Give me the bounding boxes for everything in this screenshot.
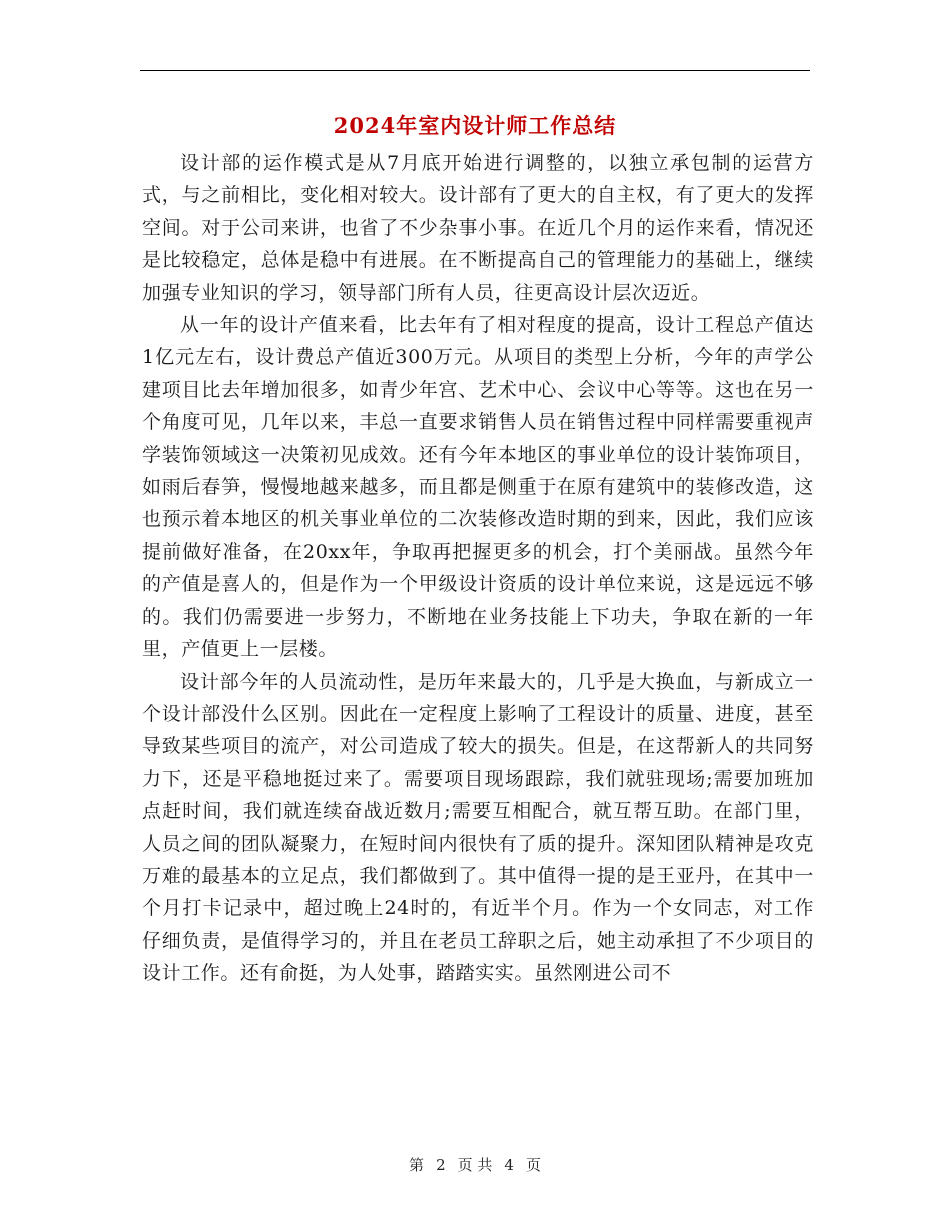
document-body [142, 147, 814, 990]
footer-mid: 页 共 [457, 1156, 493, 1174]
paragraph-3: 设计部今年的人员流动性，是历年来最大的，几乎是大换血，与新成立一个设计部没什么区别。因此在一定程度上影响了工程设计的质量、进度，甚至导致某些项目的流产，对公司造成了较大的损失。但是，在这帮新人的共同努力下，还是平稳地挺过来了。需要项目现场跟踪，我们就驻现场;需要加班加点赶时间，我们就连续奋战近数月;需要互相配合，就互帮互助。在部门里，人员之间的团队凝聚力，在短时间内很快有了质的提升。深知团队精神是攻克万难的最基本的立足点，我们都做到了。其中值得一提的是王亚丹，在其中一个月打卡记录中，超过晚上24时的，有近半个月。作为一个女同志，对工作仔细负责，是值得学习的，并且在老员工辞职之后，她主动承担了不少项目的设计工作。还有俞挺，为人处事，踏踏实实。虽然刚进公司不 [142, 670, 814, 985]
paragraph-1: 设计部的运作模式是从7月底开始进行调整的，以独立承包制的运营方式，与之前相比，变化相对较大。设计部有了更大的自主权，有了更大的发挥空间。对于公司来讲，也省了不少杂事小事。在近几个月的运作来看，情况还是比较稳定，总体是稳中有进展。在不断提高自己的管理能力的基础上，继续加强专业知识的学习，领导部门所有人员，往更高设计层次迈近。 [142, 152, 814, 304]
document-title: 2024年室内设计师工作总结 [333, 113, 617, 138]
header-rule [140, 70, 810, 71]
footer-prefix: 第 [409, 1156, 425, 1174]
paragraph-2: 从一年的设计产值来看，比去年有了相对程度的提高，设计工程总产值达1亿元左右，设计费总产值近300万元。从项目的类型上分析，今年的声学公建项目比去年增加很多，如青少年宫、艺术中心、会议中心等等。这也在另一个角度可见，几年以来，丰总一直要求销售人员在销售过程中同样需要重视声学装饰领域这一决策初见成效。还有今年本地区的事业单位的设计装饰项目，如雨后春笋，慢慢地越来越多，而且都是侧重于在原有建筑中的装修改造，这也预示着本地区的机关事业单位的二次装修改造时期的到来，因此，我们应该提前做好准备，在20xx年，争取再把握更多的机会，打个美丽战。虽然今年的产值是喜人的，但是作为一个甲级设计资质的设计单位来说，这是远远不够的。我们仍需要进一步努力，不断地在业务技能上下功夫，争取在新的一年里，产值更上一层楼。 [142, 314, 814, 661]
page-footer [0, 1154, 950, 1175]
footer-suffix: 页 [525, 1156, 541, 1174]
page-number: 2 [436, 1156, 446, 1174]
page-total: 4 [504, 1156, 514, 1174]
